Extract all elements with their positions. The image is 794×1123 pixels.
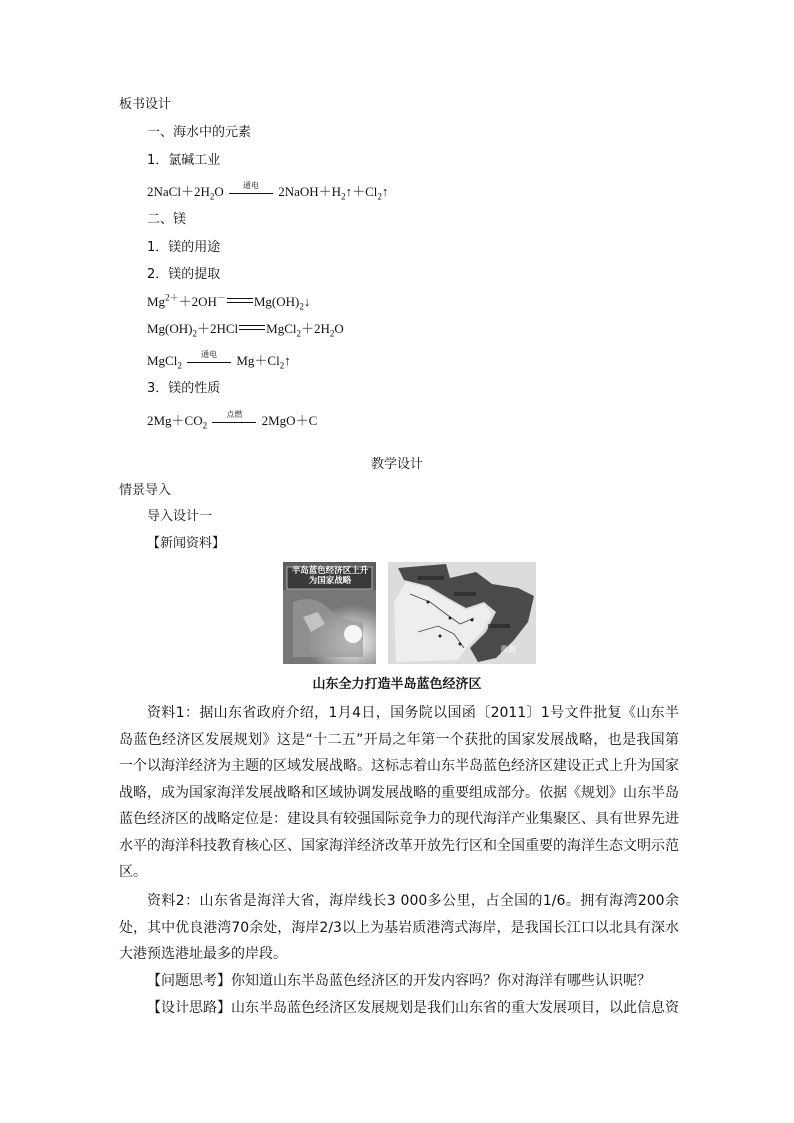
eq1-reactant-end: O [214, 184, 224, 199]
teaching-design-title: 教学设计 [370, 457, 423, 472]
subsection-mg-uses: 1．镁的用途 [147, 240, 221, 255]
poster-title-text: 半岛蓝色经济区上升为国家战略 [291, 566, 369, 586]
equation-mg-chloride: $Mg(OH)_2+2HCl$ $MgCl_2+2H_2O$ [147, 321, 344, 339]
material-paragraph-1: 资料1：据山东省政府介绍，1月4日，国务院以国函〔2011〕1号文件批复《山东半岛蓝色经济区发展规划》这是“十二五”开局之年第一个获批的国家发展战略，也是我国第一个以海洋经济为主题的区域发展战略。这标志着山东半岛蓝色经济区建设正式上升为国家战略，成为国家海洋发展战略和区域协调发展战略的重要组成部分。依据《规划》山东半岛蓝色经济区的战略定位是：建设具有较强国际竞争力的现代海洋产业集聚区、具有世界先进水平的海洋科技教育核心区、国家海洋经济改革开放先行区和全国重要的海洋生态文明示范区。 [119, 705, 679, 880]
board-heading: 板书设计 [119, 97, 172, 112]
subsection-mg-properties: 3．镁的性质 [147, 381, 221, 396]
section-magnesium: 二、镁 [147, 212, 187, 227]
eq1-condition: 通电 [229, 179, 273, 194]
scenario-intro-heading: 情景导入 [119, 483, 172, 498]
eq5-condition: 点燃 [212, 408, 256, 423]
subsection-chlor-alkali: 1．氯碱工业 [147, 153, 221, 168]
intro-design-one: 导入设计一 [147, 509, 213, 524]
eq1-sub: 2 [209, 191, 215, 202]
design-idea-paragraph: 【设计思路】山东半岛蓝色经济区发展规划是我们山东省的重大发展项目，以此信息资 [147, 1000, 679, 1016]
equation-mg-hydroxide: $Mg^{2+}+2OH^-$ $Mg(OH)_2↓$ [147, 292, 311, 312]
subsection-mg-extraction: 2．镁的提取 [147, 267, 221, 282]
equals-sign [239, 325, 265, 330]
material-paragraph-2: 资料2：山东省是海洋大省，海岸线长3 000多公里，占全国的1/6。拥有海湾200余处，其中优良港湾70余处，海岸2/3以上为基岩质港湾式海岸，是我国长江口以北具有深水大港预选港址最多的岸段。 [119, 893, 679, 962]
equals-sign [227, 298, 253, 303]
equation-mg-co2: $2Mg+CO_2$ 点燃 2MgO＋C [147, 410, 318, 431]
map-sea-label: 黄海 [500, 645, 516, 654]
image-caption: 山东全力打造半岛蓝色经济区 [312, 677, 482, 692]
eq1-reactants: 2NaCl＋2H [147, 184, 210, 199]
news-material-label: 【新闻资料】 [147, 536, 226, 551]
eq1-products: 2NaOH＋H [278, 184, 342, 199]
question-paragraph: 【问题思考】你知道山东半岛蓝色经济区的开发内容吗？你对海洋有哪些认识呢？ [147, 973, 651, 989]
equation-mg-electrolysis: MgCl$_2$ 通电 $Mg+Cl_2↑$ [147, 350, 291, 371]
section-seawater-elements: 一、海水中的元素 [147, 125, 252, 140]
eq4-condition: 通电 [187, 348, 231, 363]
equation-electrolysis-nacl: $2NaCl+2H_2O$ 通电 $2NaOH+H_2↑+Cl_2↑$ [147, 181, 389, 202]
